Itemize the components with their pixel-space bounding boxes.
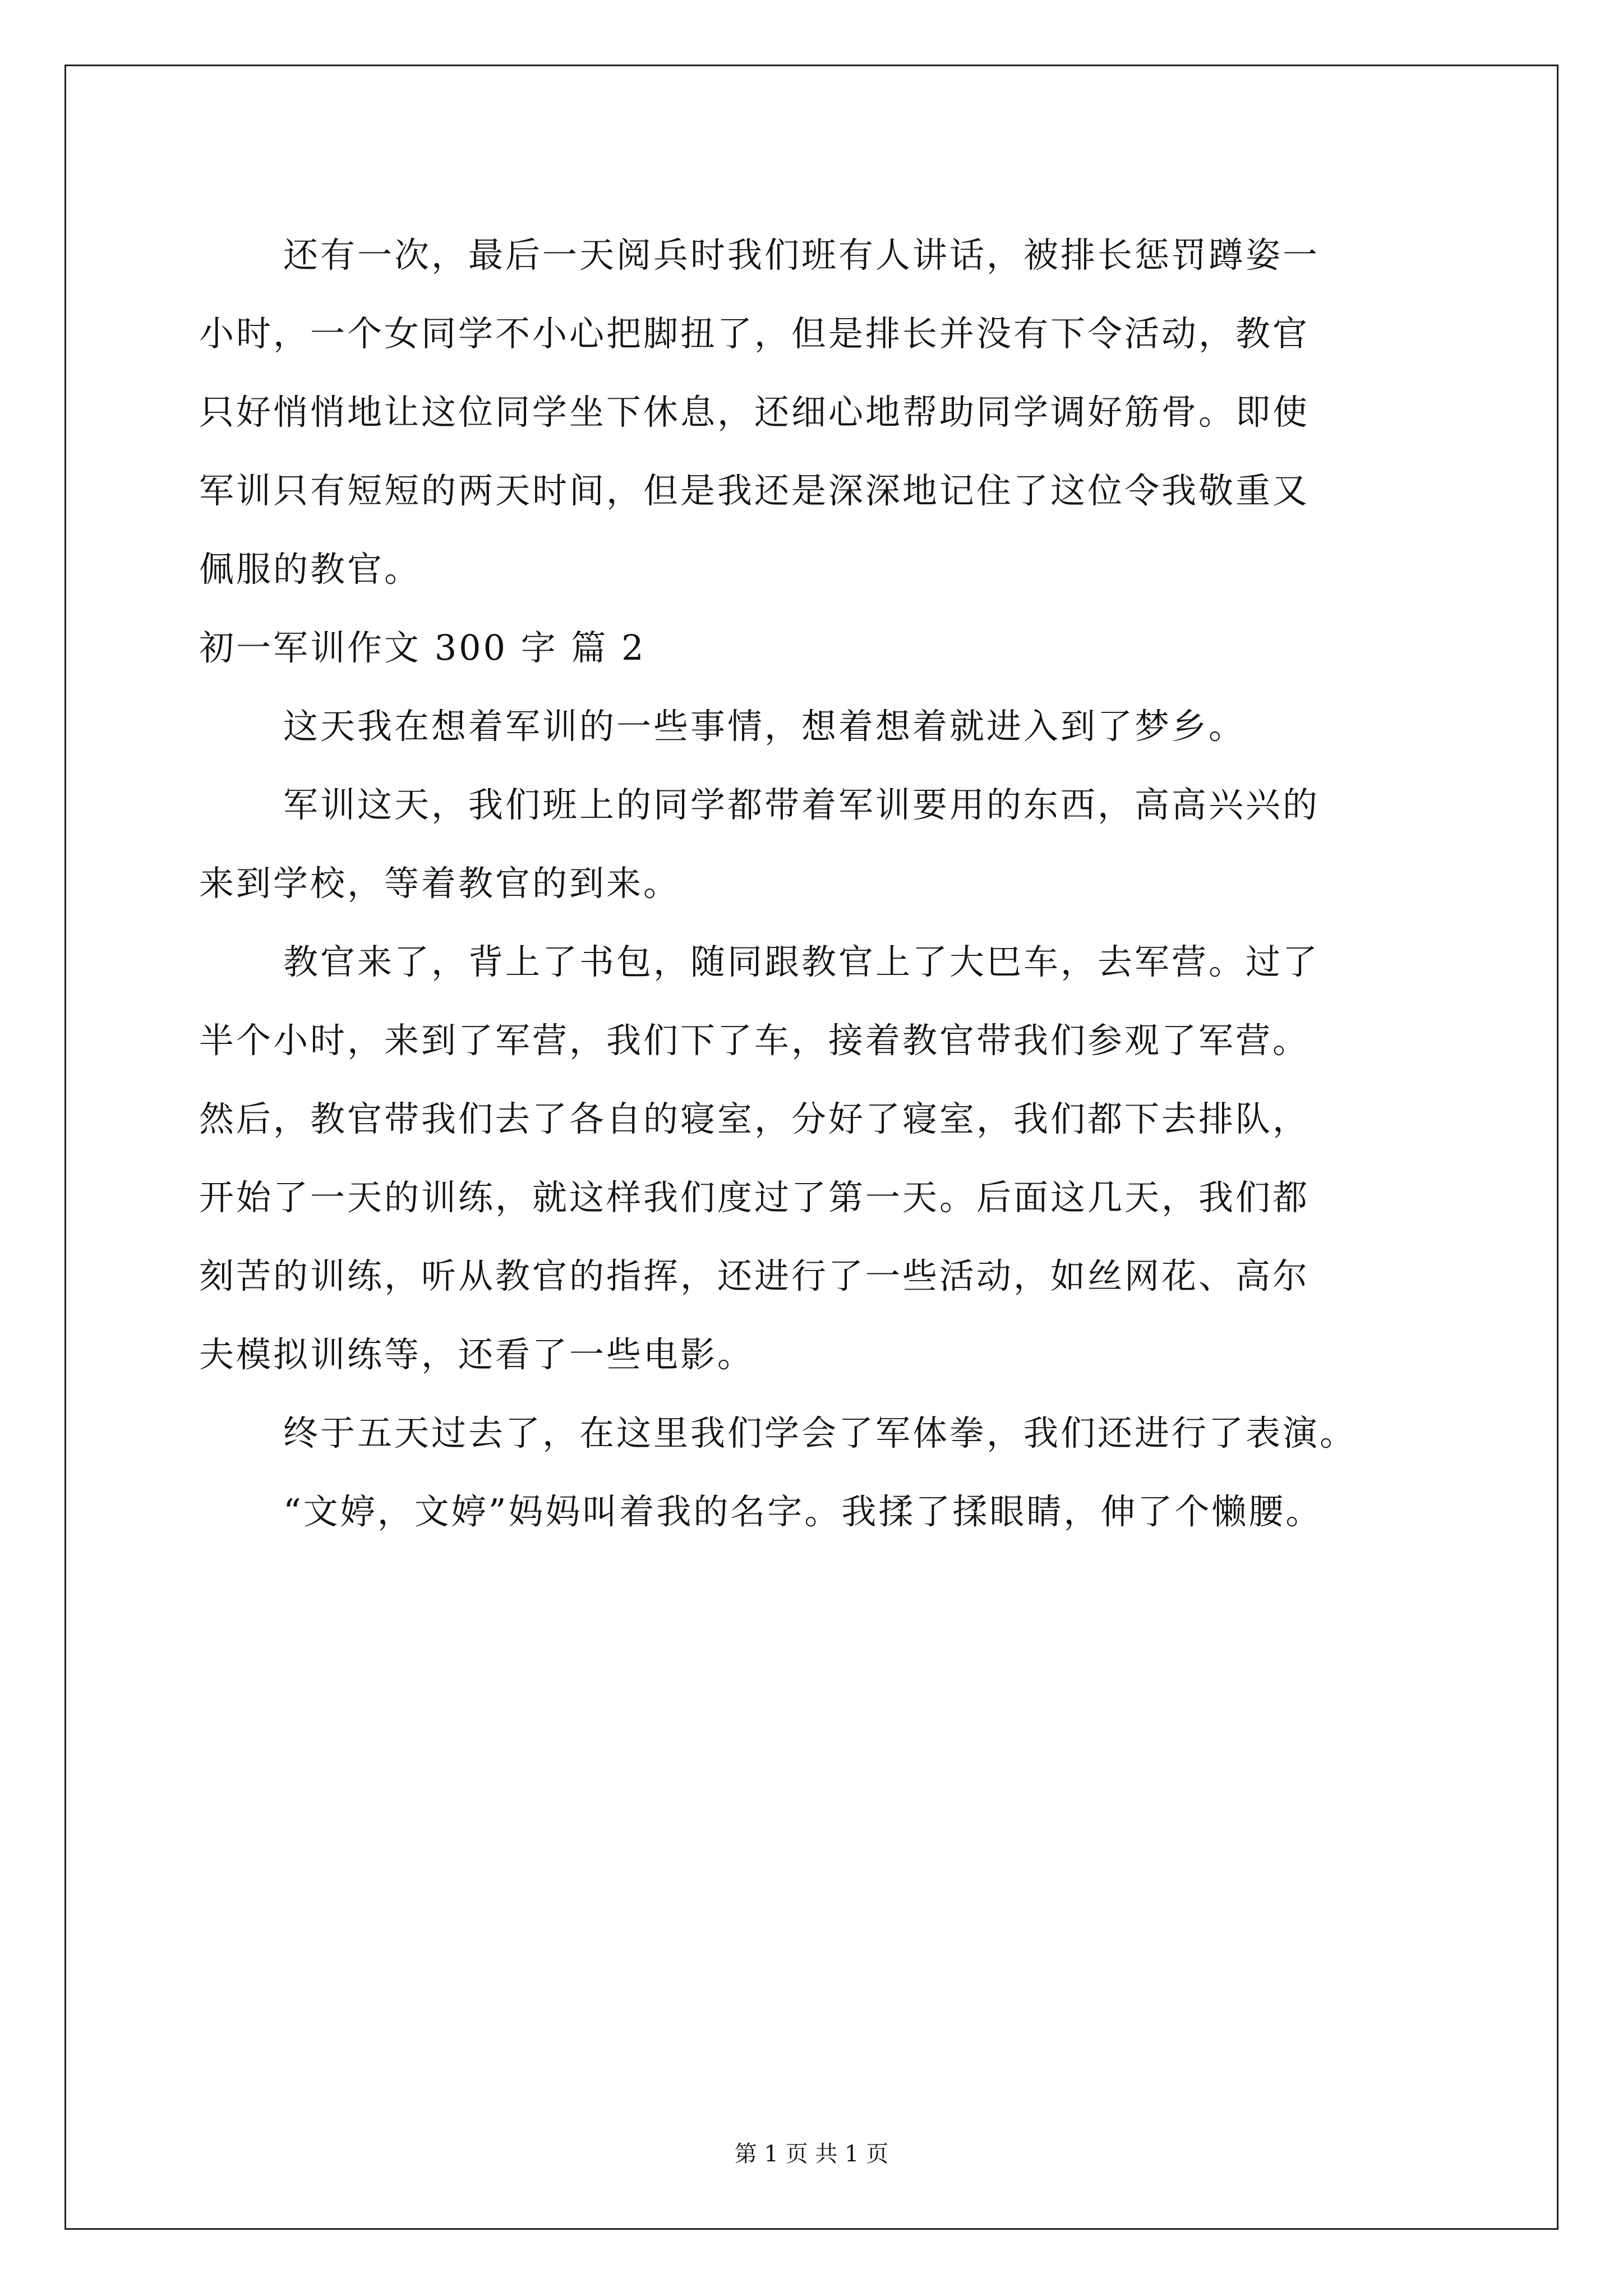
- paragraph-line: 还有一次，最后一天阅兵时我们班有人讲话，被排长惩罚蹲姿一: [283, 234, 1320, 275]
- paragraph-line: 然后，教官带我们去了各自的寝室，分好了寝室，我们都下去排队，: [199, 1098, 1310, 1139]
- paragraph-line: 军训这天，我们班上的同学都带着军训要用的东西，高高兴兴的: [283, 784, 1320, 825]
- paragraph-line: 小时，一个女同学不小心把脚扭了，但是排长并没有下令活动，教官: [199, 313, 1310, 354]
- paragraph-line: 来到学校，等着教官的到来。: [199, 863, 681, 904]
- paragraph-line: 夫模拟训练等，还看了一些电影。: [199, 1334, 755, 1375]
- page-footer: 第 1 页 共 1 页: [734, 2141, 889, 2167]
- paragraph-line: 只好悄悄地让这位同学坐下休息，还细心地帮助同学调好筋骨。即使: [199, 392, 1310, 432]
- paragraph-line: 开始了一天的训练，就这样我们度过了第一天。后面这几天，我们都: [199, 1177, 1310, 1218]
- section-heading: 初一军训作文 300 字 篇 2: [199, 627, 646, 668]
- paragraph-line: 教官来了，背上了书包，随同跟教官上了大巴车，去军营。过了: [283, 941, 1320, 982]
- paragraph-line: 终于五天过去了，在这里我们学会了军体拳，我们还进行了表演。: [283, 1412, 1357, 1453]
- paragraph-line: 军训只有短短的两天时间，但是我还是深深地记住了这位令我敬重又: [199, 470, 1310, 511]
- paragraph-line: “文婷，文婷”妈妈叫着我的名字。我揉了揉眼睛，伸了个懒腰。: [283, 1491, 1323, 1532]
- document-body: [199, 216, 1433, 1551]
- paragraph-line: 佩服的教官。: [199, 549, 422, 590]
- paragraph-line: 刻苦的训练，听从教官的指挥，还进行了一些活动，如丝网花、高尔: [199, 1255, 1310, 1296]
- paragraph-line: 这天我在想着军训的一些事情，想着想着就进入到了梦乡。: [283, 706, 1246, 747]
- paragraph-line: 半个小时，来到了军营，我们下了车，接着教官带我们参观了军营。: [199, 1020, 1310, 1061]
